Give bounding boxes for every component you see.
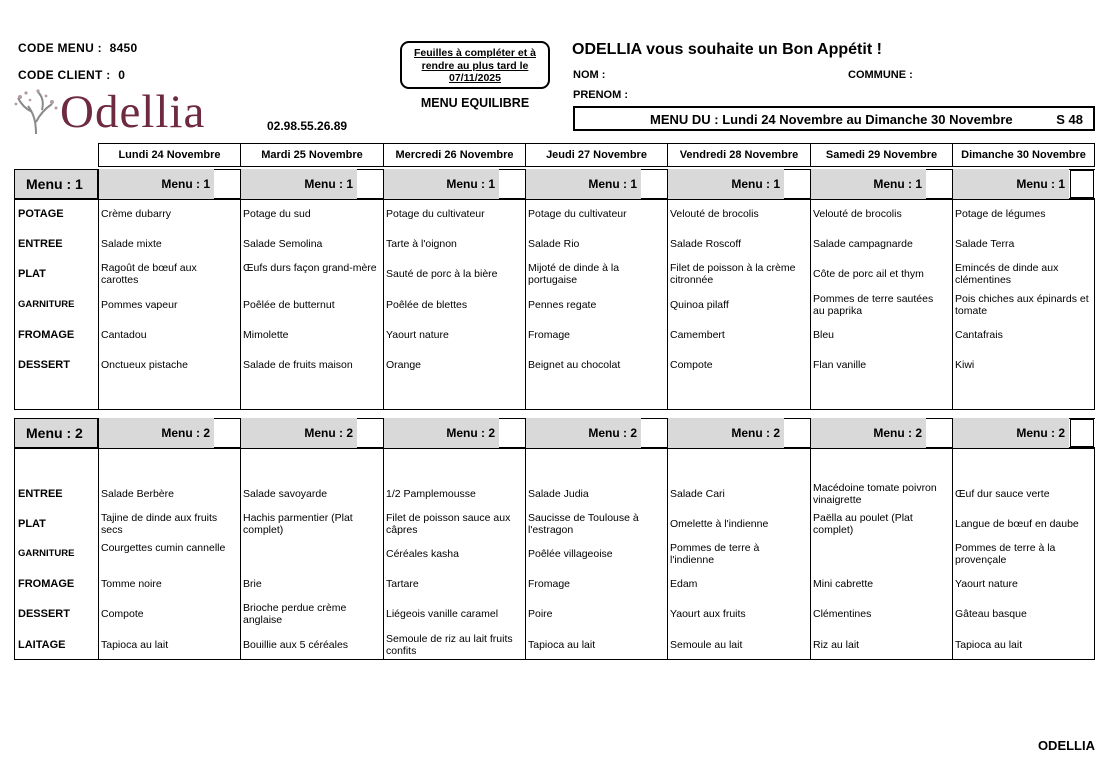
column-divider xyxy=(810,169,811,410)
dish-cell[interactable]: Mimolette xyxy=(243,329,289,341)
header-spacer xyxy=(926,169,952,199)
menu-column-header: Menu : 1 xyxy=(98,169,214,199)
column-divider xyxy=(98,418,99,660)
dish-cell[interactable]: Filet de poisson sauce aux câpres xyxy=(386,512,511,536)
day-header: Lundi 24 Novembre xyxy=(98,143,241,167)
dish-cell[interactable]: Tartare xyxy=(386,578,419,590)
header-spacer xyxy=(357,418,383,448)
header-spacer xyxy=(926,418,952,448)
menu-column-header: Menu : 2 xyxy=(952,418,1069,448)
column-divider xyxy=(667,169,668,410)
menu-type-title: MENU EQUILIBRE xyxy=(420,96,530,110)
menu-column-header: Menu : 1 xyxy=(383,169,499,199)
course-label: ENTREE xyxy=(18,488,63,500)
header-spacer xyxy=(499,169,525,199)
course-label: FROMAGE xyxy=(18,329,75,341)
dish-cell[interactable]: Filet de poisson à la crème citronnée xyxy=(670,262,796,286)
dish-cell[interactable]: Orange xyxy=(386,359,422,371)
dish-cell[interactable]: Salade Cari xyxy=(670,488,725,500)
dish-cell[interactable]: Salade Rio xyxy=(528,238,580,250)
column-divider xyxy=(667,418,668,660)
course-label: DESSERT xyxy=(18,608,70,620)
dish-cell[interactable]: Semoule au lait xyxy=(670,639,743,651)
welcome-message: ODELLIA vous souhaite un Bon Appétit ! xyxy=(572,41,882,58)
dish-cell[interactable]: Salade mixte xyxy=(101,238,162,250)
dish-cell[interactable]: Edam xyxy=(670,578,698,590)
dish-cell[interactable]: Salade campagnarde xyxy=(813,238,913,250)
menu-column-header: Menu : 2 xyxy=(525,418,641,448)
dish-cell[interactable]: Yaourt nature xyxy=(386,329,449,341)
dish-cell[interactable]: Quinoa pilaff xyxy=(670,299,729,311)
course-label: DESSERT xyxy=(18,359,70,371)
menu-column-header: Menu : 1 xyxy=(810,169,926,199)
dish-cell[interactable]: Poire xyxy=(528,608,553,620)
column-divider xyxy=(810,418,811,660)
dish-cell[interactable]: Tarte à l'oignon xyxy=(386,238,457,250)
dish-cell[interactable]: Tomme noire xyxy=(101,578,162,590)
dish-cell[interactable]: Camembert xyxy=(670,329,725,341)
menu-column-header: Menu : 2 xyxy=(240,418,357,448)
dish-cell[interactable]: Gâteau basque xyxy=(955,608,1027,620)
dish-cell[interactable]: Brie xyxy=(243,578,262,590)
header-spacer xyxy=(641,418,667,448)
dish-cell[interactable]: Salade savoyarde xyxy=(243,488,328,500)
dish-cell[interactable]: Potage du cultivateur xyxy=(386,208,485,220)
dish-cell[interactable]: Semoule de riz au lait fruits confits xyxy=(386,633,513,657)
column-divider xyxy=(383,418,384,660)
dish-cell[interactable]: Bouillie aux 5 céréales xyxy=(243,639,349,651)
column-divider xyxy=(952,418,953,660)
dish-cell[interactable]: Côte de porc ail et thym xyxy=(813,268,924,280)
column-divider xyxy=(98,169,99,410)
dish-cell[interactable]: Pommes de terre sautées au paprika xyxy=(813,293,934,317)
dish-cell[interactable]: Emincés de dinde aux clémentines xyxy=(955,262,1059,286)
commune-label: COMMUNE : xyxy=(848,69,913,81)
dish-cell[interactable]: Compote xyxy=(670,359,713,371)
dish-cell[interactable]: Poêlée de butternut xyxy=(243,299,335,311)
course-label: PLAT xyxy=(18,518,46,530)
code-client-value: 0 xyxy=(118,68,126,82)
dish-cell[interactable]: Potage du sud xyxy=(243,208,311,220)
dish-cell[interactable]: Macédoine tomate poivron vinaigrette xyxy=(813,482,937,506)
day-header: Mardi 25 Novembre xyxy=(240,143,384,167)
code-menu-line xyxy=(18,41,138,55)
dish-cell[interactable]: Tapioca au lait xyxy=(528,639,596,651)
dish-cell[interactable]: Salade Judia xyxy=(528,488,589,500)
dish-cell[interactable]: Yaourt nature xyxy=(955,578,1018,590)
dish-cell[interactable]: Flan vanille xyxy=(813,359,867,371)
company-logo: Odellia xyxy=(60,86,206,138)
course-label: FROMAGE xyxy=(18,578,75,590)
header-spacer xyxy=(784,169,810,199)
dish-cell[interactable]: Beignet au chocolat xyxy=(528,359,621,371)
day-header: Samedi 29 Novembre xyxy=(810,143,953,167)
menu-column-header: Menu : 2 xyxy=(98,418,214,448)
dish-cell[interactable]: Omelette à l'indienne xyxy=(670,518,769,530)
menu-column-header: Menu : 1 xyxy=(667,169,784,199)
notice-line-3: 07/11/2025 xyxy=(449,72,501,84)
menu-column-header: Menu : 2 xyxy=(667,418,784,448)
dish-cell[interactable]: Yaourt aux fruits xyxy=(670,608,746,620)
dish-cell[interactable]: Riz au lait xyxy=(813,639,860,651)
dish-cell[interactable]: Ragoût de bœuf aux carottes xyxy=(101,262,197,286)
dish-cell[interactable]: Fromage xyxy=(528,578,571,590)
header-spacer xyxy=(214,418,240,448)
menu-column-header: Menu : 2 xyxy=(810,418,926,448)
dish-cell[interactable]: Pommes de terre à la provençale xyxy=(955,542,1056,566)
selection-box[interactable] xyxy=(1070,170,1094,198)
header-spacer xyxy=(499,418,525,448)
menu-column-header: Menu : 1 xyxy=(525,169,641,199)
column-divider xyxy=(952,169,953,410)
menu-period-box xyxy=(573,106,1095,131)
dish-cell[interactable]: Salade Roscoff xyxy=(670,238,742,250)
dish-cell[interactable]: Œufs durs façon grand-mère xyxy=(243,262,377,274)
menu-column-header: Menu : 1 xyxy=(952,169,1069,199)
notice-line-1: Feuilles à compléter et à xyxy=(414,47,536,59)
dish-cell[interactable]: Hachis parmentier (Plat complet) xyxy=(243,512,353,536)
header-spacer xyxy=(214,169,240,199)
course-label: ENTREE xyxy=(18,238,63,250)
footer-brand: ODELLIA xyxy=(1037,738,1095,753)
course-label: POTAGE xyxy=(18,208,64,220)
dish-cell[interactable]: Potage de légumes xyxy=(955,208,1046,220)
dish-cell[interactable]: Poêlée de blettes xyxy=(386,299,468,311)
course-label: LAITAGE xyxy=(18,639,66,651)
prenom-label: PRENOM : xyxy=(573,89,628,101)
dish-cell[interactable]: Salade de fruits maison xyxy=(243,359,353,371)
selection-box[interactable] xyxy=(1070,419,1094,447)
code-menu-label: CODE MENU : xyxy=(18,41,102,55)
dish-cell[interactable]: Céréales kasha xyxy=(386,548,459,560)
dish-cell[interactable]: Compote xyxy=(101,608,144,620)
dish-cell[interactable]: Liégeois vanille caramel xyxy=(386,608,499,620)
dish-cell[interactable]: Crème dubarry xyxy=(101,208,172,220)
code-menu-value: 8450 xyxy=(109,41,138,55)
menu-column-header: Menu : 1 xyxy=(240,169,357,199)
dish-cell[interactable]: Bleu xyxy=(813,329,835,341)
dish-cell[interactable]: Saucisse de Toulouse à l'estragon xyxy=(528,512,639,536)
menu-period: MENU DU : Lundi 24 Novembre au Dimanche 30 Novembre xyxy=(650,112,1013,127)
dish-cell[interactable]: Tajine de dinde aux fruits secs xyxy=(101,512,218,536)
column-divider xyxy=(525,169,526,410)
day-header: Mercredi 26 Novembre xyxy=(383,143,526,167)
dish-cell[interactable]: Kiwi xyxy=(955,359,975,371)
dish-cell[interactable]: Salade Semolina xyxy=(243,238,323,250)
dish-cell[interactable]: Tapioca au lait xyxy=(101,639,169,651)
dish-cell[interactable]: Velouté de brocolis xyxy=(670,208,759,220)
deadline-notice xyxy=(400,41,550,89)
dish-cell[interactable]: Pommes vapeur xyxy=(101,299,178,311)
column-divider xyxy=(525,418,526,660)
dish-cell[interactable]: Potage du cultivateur xyxy=(528,208,627,220)
header-spacer xyxy=(784,418,810,448)
dish-cell[interactable]: Fromage xyxy=(528,329,571,341)
dish-cell[interactable]: Langue de bœuf en daube xyxy=(955,518,1079,530)
dish-cell[interactable]: Tapioca au lait xyxy=(955,639,1023,651)
dish-cell[interactable]: Cantafrais xyxy=(955,329,1003,341)
course-label: GARNITURE xyxy=(18,548,75,559)
dish-cell[interactable]: Pennes regate xyxy=(528,299,597,311)
phone-number: 02.98.55.26.89 xyxy=(267,119,348,133)
dish-cell[interactable]: Clémentines xyxy=(813,608,872,620)
dish-cell[interactable]: Mijoté de dinde à la portugaise xyxy=(528,262,620,286)
dish-cell[interactable]: Courgettes cumin cannelle xyxy=(101,542,226,554)
column-divider xyxy=(383,169,384,410)
menu-2-title: Menu : 2 xyxy=(14,418,98,448)
dish-cell[interactable]: Pois chiches aux épinards et tomate xyxy=(955,293,1089,317)
dish-cell[interactable]: Sauté de porc à la bière xyxy=(386,268,498,280)
menu-1-title: Menu : 1 xyxy=(14,169,98,199)
day-header: Dimanche 30 Novembre xyxy=(952,143,1095,167)
dish-cell[interactable]: Velouté de brocolis xyxy=(813,208,902,220)
dish-cell[interactable]: Œuf dur sauce verte xyxy=(955,488,1050,500)
code-client-line xyxy=(18,68,125,82)
tree-logo-icon xyxy=(12,88,62,136)
menu-column-header: Menu : 2 xyxy=(383,418,499,448)
dish-cell[interactable]: Pommes de terre à l'indienne xyxy=(670,542,760,566)
header-spacer xyxy=(641,169,667,199)
dish-cell[interactable]: Mini cabrette xyxy=(813,578,874,590)
header-spacer xyxy=(357,169,383,199)
dish-cell[interactable]: Salade Terra xyxy=(955,238,1015,250)
column-divider xyxy=(240,169,241,410)
code-client-label: CODE CLIENT : xyxy=(18,68,111,82)
dish-cell[interactable]: Brioche perdue crème anglaise xyxy=(243,602,347,626)
day-header: Vendredi 28 Novembre xyxy=(667,143,811,167)
course-label: GARNITURE xyxy=(18,299,75,310)
nom-label: NOM : xyxy=(573,69,606,81)
notice-line-2: rendre au plus tard le xyxy=(421,59,529,72)
dish-cell[interactable]: Onctueux pistache xyxy=(101,359,188,371)
dish-cell[interactable]: 1/2 Pamplemousse xyxy=(386,488,476,500)
column-divider xyxy=(240,418,241,660)
week-number: S 48 xyxy=(1056,112,1083,127)
dish-cell[interactable]: Cantadou xyxy=(101,329,147,341)
dish-cell[interactable]: Paëlla au poulet (Plat complet) xyxy=(813,512,913,536)
dish-cell[interactable]: Poêlée villageoise xyxy=(528,548,613,560)
course-label: PLAT xyxy=(18,268,46,280)
day-header: Jeudi 27 Novembre xyxy=(525,143,668,167)
dish-cell[interactable]: Salade Berbère xyxy=(101,488,174,500)
